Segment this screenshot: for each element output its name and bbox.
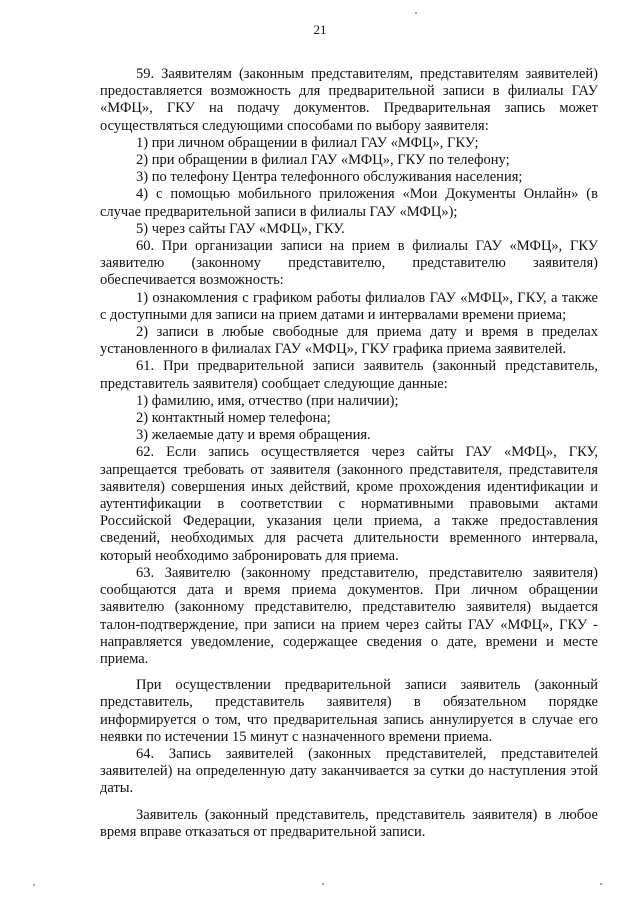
scan-artifact [33,884,35,886]
paragraph-61: 61. При предварительной записи заявитель (законный представитель, представитель заявителя) сообщает следующие данные: [100,358,598,392]
list-item: 3) по телефону Центра телефонного обслуживания населения; [136,169,523,186]
paragraph-62: 62. Если запись осуществляется через сайты ГАУ «МФЦ», ГКУ, запрещается требовать от заявителя (законного представителя, представителя заявителя) совершения иных действий, кроме прохождения идентификации и аутентификации в соответствии с нормативными правовыми актами Российской Федерации, указания цели приема, а также предоставления сведений, необходимых для расчета длительности временного интервала, который необходимо забронировать для приема. [100,444,598,564]
paragraph-63: 63. Заявителю (законному представителю, представителю заявителя) сообщаются дата и время приема документов. При личном обращении заявителю (законному представителю, представителю заявителя) выдается талон-подтверждение, при записи на прием через сайты ГАУ «МФЦ», ГКУ - направляется уведомление, содержащее сведения о дате, времени и месте приема. [100,564,598,667]
list-item: 2) записи в любые свободные для приема дату и время в пределах установленного в филиалах ГАУ «МФЦ», ГКУ графика приема заявителей. [100,324,598,358]
scan-artifact [415,12,417,14]
paragraph-64-note: Заявитель (законный представитель, представитель заявителя) в любое время вправе отказаться от предварительной записи. [100,806,598,840]
scan-artifact [322,883,324,885]
list-item: 5) через сайты ГАУ «МФЦ», ГКУ. [136,220,345,237]
paragraph-60: 60. При организации записи на прием в филиалы ГАУ «МФЦ», ГКУ заявителю (законному представителю, представителю заявителя) обеспечивается возможность: [100,238,598,289]
list-item: 2) при обращении в филиал ГАУ «МФЦ», ГКУ по телефону; [136,152,510,169]
paragraph-59: 59. Заявителям (законным представителям, представителям заявителей) предоставляется возможность для предварительной записи в филиалы ГАУ «МФЦ», ГКУ на подачу документов. Предварительная запись может осуществляться следующими способами по выбору заявителя: [100,66,598,134]
list-item: 3) желаемые дату и время обращения. [136,427,371,444]
list-item: 2) контактный номер телефона; [136,410,331,427]
list-item: 1) при личном обращении в филиал ГАУ «МФЦ», ГКУ; [136,134,479,151]
paragraph-64: 64. Запись заявителей (законных представителей, представителей заявителей) на определенную дату заканчивается за сутки до наступления этой даты. [100,745,598,797]
page-number: 21 [313,22,327,37]
list-item: 1) ознакомления с графиком работы филиалов ГАУ «МФЦ», ГКУ, а также с доступными для записи на прием датами и интервалами времени приема; [100,289,598,323]
list-item: 1) фамилию, имя, отчество (при наличии); [136,392,399,409]
paragraph-63-note: При осуществлении предварительной записи заявитель (законный представитель, представитель заявителя) в обязательном порядке информируется о том, что предварительная запись аннулируется в случае его неявки по истечении 15 минут с назначенного времени приема. [100,677,598,745]
scan-artifact [600,883,602,885]
document-body [100,66,598,841]
list-item: 4) с помощью мобильного приложения «Мои Документы Онлайн» (в случае предварительной записи в филиалы ГАУ «МФЦ»); [100,186,598,220]
